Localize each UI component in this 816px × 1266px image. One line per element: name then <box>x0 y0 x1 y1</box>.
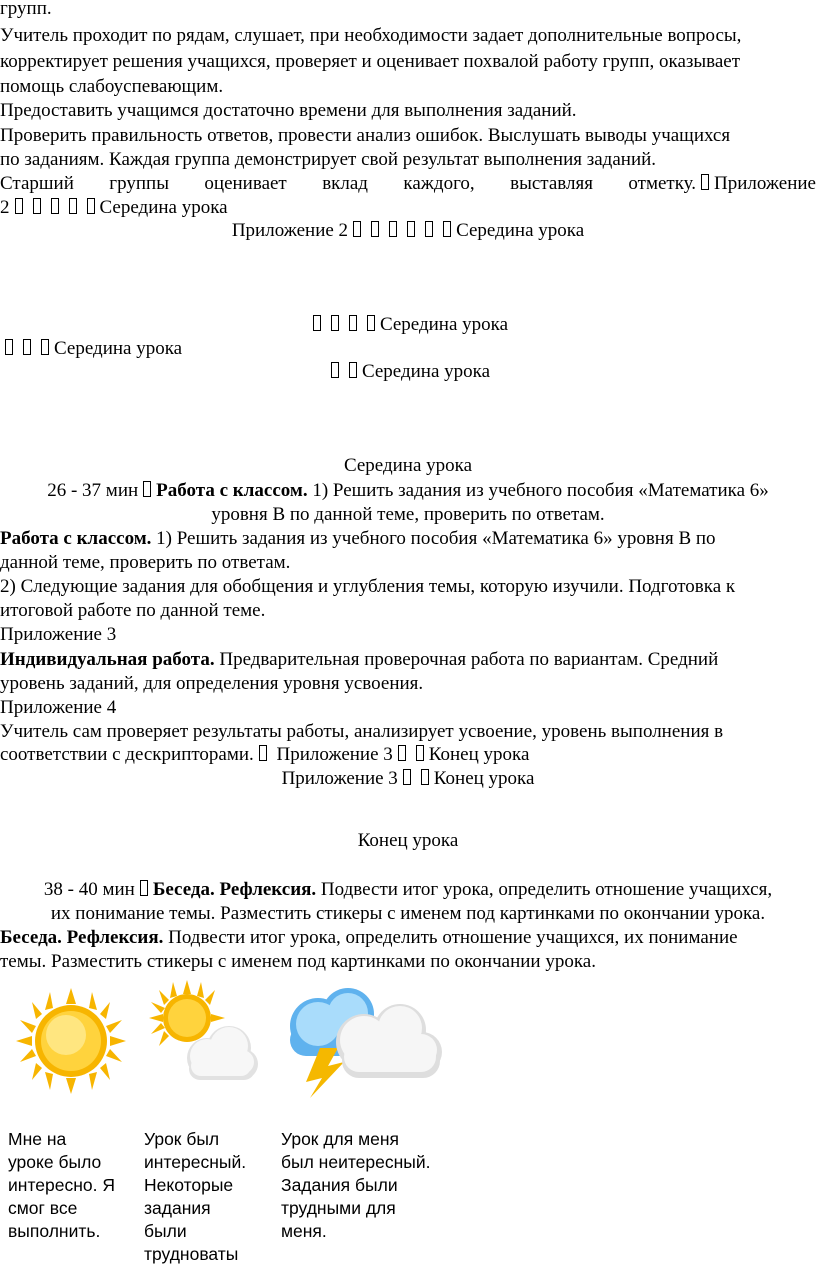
sun-behind-cloud-icon <box>145 978 260 1088</box>
text-line <box>0 360 816 384</box>
caption-line: Мне на <box>8 1129 67 1149</box>
text-fragment-bold: Беседа. Рефлексия. <box>152 879 317 900</box>
text-fragment: 1) Решить задания из учебного пособия «Математика 6» уровня В по <box>151 528 716 549</box>
text-fragment: Приложение 3 <box>271 744 393 765</box>
text-line: групп. <box>0 0 52 19</box>
caption-line: интересный. <box>144 1152 247 1172</box>
text-fragment: 26 - 37 мин <box>47 480 139 501</box>
text-line: корректирует решения учащихся, проверяет и оценивает похвалой работу групп, оказывает <box>0 51 741 72</box>
text-fragment: соответствии с дескрипторами. <box>0 744 254 765</box>
sun-icon <box>8 986 134 1096</box>
cloud-lightning-icon <box>282 986 444 1100</box>
text-line: Учитель сам проверяет результаты работы, анализирует усвоение, уровень выполнения в <box>0 721 724 742</box>
text-line: их понимание темы. Разместить стикеры с именем под картинками по окончании урока. <box>50 903 766 924</box>
missing-glyph-icon <box>313 315 321 331</box>
caption-sun <box>8 1128 115 1243</box>
caption-line: Урок был <box>144 1129 220 1149</box>
caption-line: были <box>144 1221 187 1241</box>
text-fragment-bold: Беседа. Рефлексия. <box>0 927 164 948</box>
text-line: по заданиям. Каждая группа демонстрирует свой результат выполнения заданий. <box>0 149 657 170</box>
text-line: Учитель проходит по рядам, слушает, при необходимости задает дополнительные вопросы, <box>0 25 742 46</box>
text-fragment: Конец урока <box>428 744 530 765</box>
text-line <box>0 337 816 361</box>
text-line <box>0 172 816 196</box>
text-fragment: Приложение 3 <box>281 768 398 789</box>
missing-glyph-icon <box>389 221 397 237</box>
caption-line: трудными для <box>281 1198 396 1218</box>
text-line: итоговой работе по данной теме. <box>0 600 266 621</box>
text-fragment-bold: Работа с классом. <box>0 528 152 549</box>
text-line: данной теме, проверить по ответам. <box>0 552 291 573</box>
missing-glyph-icon <box>5 339 13 355</box>
text-line: Предоставить учащимся достаточно времени для выполнения заданий. <box>0 100 577 121</box>
missing-glyph-icon <box>331 315 339 331</box>
caption-line: был неитересный. <box>281 1152 431 1172</box>
caption-line: меня. <box>281 1221 327 1241</box>
missing-glyph-icon <box>701 174 709 190</box>
text-fragment: Приложение 2 <box>231 220 349 241</box>
missing-glyph-icon <box>259 745 267 761</box>
missing-glyph-icon <box>349 315 357 331</box>
text-line: помощь слабоуспевающим. <box>0 76 224 97</box>
text-fragment: Середина урока <box>456 220 585 241</box>
missing-glyph-icon <box>33 198 41 214</box>
text-line: Приложение 3 <box>0 624 117 645</box>
text-line: темы. Разместить стикеры с именем под картинками по окончании урока. <box>0 951 596 972</box>
text-line <box>0 926 816 950</box>
missing-glyph-icon <box>51 198 59 214</box>
text-line <box>0 648 816 672</box>
missing-glyph-icon <box>371 221 379 237</box>
missing-glyph-icon <box>421 769 429 785</box>
missing-glyph-icon <box>331 362 339 378</box>
text-fragment: Середина урока <box>379 314 509 335</box>
missing-glyph-icon <box>87 198 95 214</box>
caption-line: Урок для меня <box>281 1129 399 1149</box>
text-line: Приложение 4 <box>0 697 117 718</box>
text-line <box>0 527 816 551</box>
caption-line: уроке было <box>8 1152 102 1172</box>
missing-glyph-icon <box>443 221 451 237</box>
text-line: Середина урока <box>343 455 473 476</box>
text-fragment: Подвести итог урока, определить отношение учащихся, их понимание <box>163 927 738 948</box>
missing-glyph-icon <box>403 769 411 785</box>
caption-line: интересно. Я <box>8 1175 115 1195</box>
caption-line: смог все <box>8 1198 78 1218</box>
text-line <box>0 767 816 791</box>
text-line: Проверить правильность ответов, провести анализ ошибок. Выслушать выводы учащихся <box>0 125 731 146</box>
missing-glyph-icon <box>41 339 49 355</box>
text-fragment: Предварительная проверочная работа по вариантам. Средний <box>214 649 719 670</box>
missing-glyph-icon <box>349 362 357 378</box>
missing-glyph-icon <box>425 221 433 237</box>
text-fragment: 38 - 40 мин <box>43 879 135 900</box>
missing-glyph-icon <box>398 745 406 761</box>
caption-line: выполнить. <box>8 1221 101 1241</box>
text-line <box>0 878 816 902</box>
missing-glyph-icon <box>353 221 361 237</box>
text-fragment: Конец урока <box>433 768 535 789</box>
missing-glyph-icon <box>140 880 148 896</box>
caption-line: трудноваты <box>144 1244 239 1264</box>
text-line <box>0 479 816 503</box>
text-fragment: Подвести итог урока, определить отношение учащихся, <box>316 879 773 900</box>
text-line <box>0 219 816 243</box>
text-line: 2) Следующие задания для обобщения и углубления темы, которую изучили. Подготовка к <box>0 576 736 597</box>
text-fragment: Середина урока <box>99 197 228 218</box>
text-line: Конец урока <box>357 830 459 851</box>
caption-line: Задания были <box>281 1175 398 1195</box>
text-fragment-bold: Индивидуальная работа. <box>0 649 215 670</box>
text-line: уровня В по данной теме, проверить по ответам. <box>211 504 605 525</box>
text-line <box>0 743 816 767</box>
missing-glyph-icon <box>416 745 424 761</box>
missing-glyph-icon <box>69 198 77 214</box>
missing-glyph-icon <box>407 221 415 237</box>
caption-storm <box>281 1128 431 1243</box>
caption-partly-cloudy <box>144 1128 246 1266</box>
text-line <box>0 313 816 337</box>
text-line <box>0 196 816 220</box>
text-fragment: Середина урока <box>54 338 183 359</box>
missing-glyph-icon <box>367 315 375 331</box>
text-fragment: Старший группы оценивает вклад каждого, выставляя отметку. <box>0 173 697 194</box>
caption-line: задания <box>144 1198 211 1218</box>
text-line: уровень заданий, для определения уровня усвоения. <box>0 673 424 694</box>
text-fragment: Приложение <box>714 173 816 194</box>
text-fragment: 2 <box>0 197 10 218</box>
text-fragment: Середина урока <box>361 361 491 382</box>
text-fragment-bold: Работа с классом. <box>156 480 308 501</box>
missing-glyph-icon <box>143 481 151 497</box>
text-fragment: 1) Решить задания из учебного пособия «Математика 6» <box>307 480 769 501</box>
missing-glyph-icon <box>23 339 31 355</box>
caption-line: Некоторые <box>144 1175 234 1195</box>
missing-glyph-icon <box>15 198 23 214</box>
